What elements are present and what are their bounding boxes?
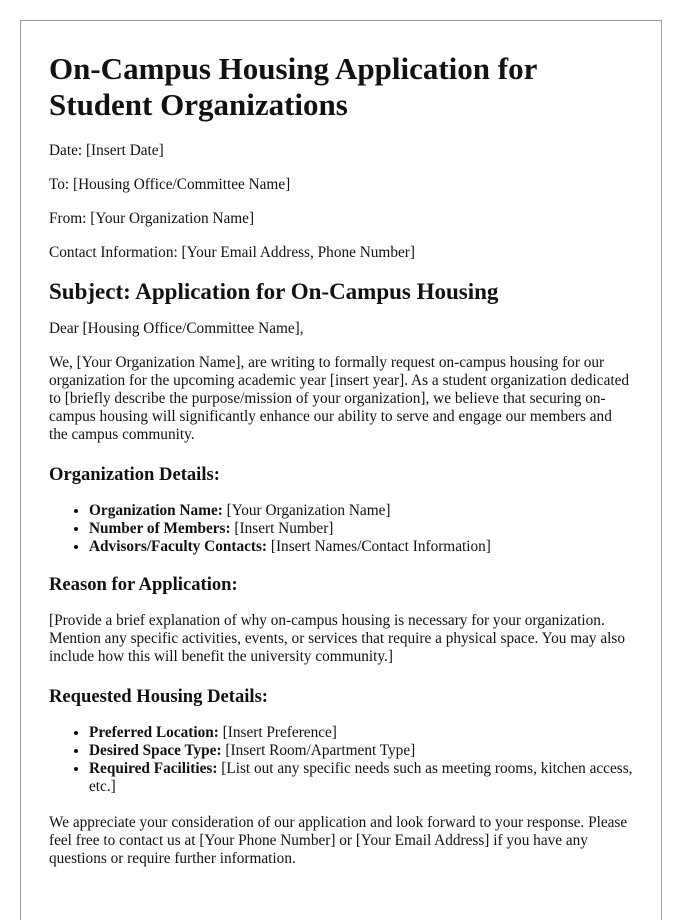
to-line: To: [Housing Office/Committee Name]	[49, 176, 291, 193]
list-item	[89, 520, 633, 538]
contact-line: Contact Information: [Your Email Address, Phone Number]	[49, 244, 415, 261]
item-label: Required Facilities:	[89, 760, 218, 777]
item-label: Advisors/Faculty Contacts:	[89, 538, 268, 555]
item-label: Number of Members:	[89, 520, 231, 537]
item-label: Preferred Location:	[89, 724, 219, 741]
item-value: [Insert Preference]	[218, 724, 337, 741]
list-item	[89, 724, 633, 742]
item-value: [Insert Number]	[230, 520, 334, 537]
list-item	[89, 760, 633, 796]
subject-heading: Subject: Application for On-Campus Housing	[49, 279, 499, 304]
item-label: Desired Space Type:	[89, 742, 222, 759]
org-details-list	[49, 502, 633, 556]
item-value: [List out any specific needs such as meeting rooms, kitchen access, etc.]	[89, 760, 633, 795]
housing-details-heading: Requested Housing Details:	[49, 686, 269, 707]
list-item	[89, 538, 633, 556]
salutation: Dear [Housing Office/Committee Name],	[49, 320, 304, 337]
document-page	[20, 20, 662, 920]
item-value: [Insert Room/Apartment Type]	[221, 742, 416, 759]
org-details-heading: Organization Details:	[49, 464, 220, 485]
item-label: Organization Name:	[89, 502, 223, 519]
item-value: [Insert Names/Contact Information]	[267, 538, 491, 555]
closing-paragraph: We appreciate your consideration of our application and look forward to your response. Please feel free to contact us at [Your Phone Number] or [Your Email Address] if you have any questions or require further information.	[49, 814, 628, 867]
list-item	[89, 502, 633, 520]
item-value: [Your Organization Name]	[222, 502, 391, 519]
reason-paragraph: [Provide a brief explanation of why on-campus housing is necessary for your organization. Mention any specific activities, events, or services that require a physical space. You may also include how this will benefit the university community.]	[49, 612, 626, 665]
document-title: On-Campus Housing Application for Student Organizations	[49, 51, 537, 122]
date-line: Date: [Insert Date]	[49, 142, 164, 159]
from-line: From: [Your Organization Name]	[49, 210, 255, 227]
housing-details-list	[49, 724, 633, 796]
intro-paragraph: We, [Your Organization Name], are writing to formally request on-campus housing for our organization for the upcoming academic year [insert year]. As a student organization dedicated to [briefly describe the purpose/mission of your organization], we believe that securing on-campus housing will significantly enhance our ability to serve and engage our members and the campus community.	[49, 354, 630, 443]
list-item	[89, 742, 633, 760]
letter-meta	[49, 142, 633, 262]
reason-heading: Reason for Application:	[49, 574, 238, 595]
